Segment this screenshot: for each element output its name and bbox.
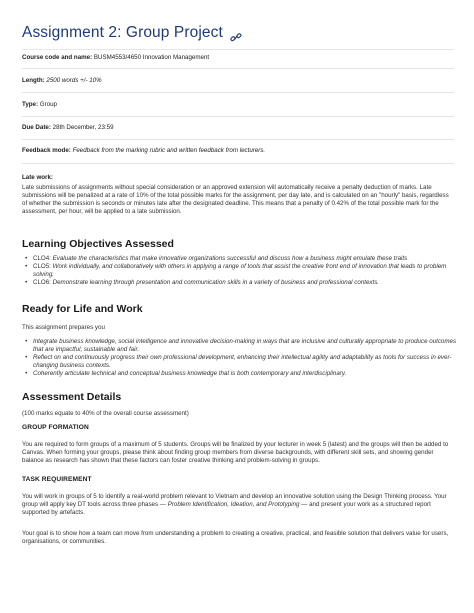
length-value: 2500 words +/- 10% [46,77,102,84]
type-field [22,101,57,108]
ready-list [22,338,457,378]
due-date-value: 28th December, 23:59 [52,124,114,131]
feedback-field [22,147,265,154]
due-date-label: Due Date: [22,124,51,131]
divider [22,139,454,140]
length-label: Length: [22,77,45,84]
list-item: • Coherently articulate technical and conceptual business knowledge that is both contemporary and interdisciplinary. [33,370,457,378]
list-item: • CLO4: Evaluate the characteristics that make innovative organizations successful and discuss how a business might emulate these traits [33,255,457,263]
type-value: Group [39,101,57,108]
list-item: • CLO6: Demonstrate learning through presentation and communication skills in a variety of business and professional contexts. [33,279,457,287]
divider [22,68,454,69]
learning-objectives-list [22,255,457,287]
course-field [22,54,209,61]
learning-objectives-heading: Learning Objectives Assessed [22,238,174,250]
marks-note: (100 marks equate to 40% of the overall course assessment) [22,410,189,417]
title-row [22,24,242,42]
page-title: Assignment 2: Group Project [22,24,223,41]
course-label: Course code and name: [22,54,93,61]
type-label: Type: [22,101,39,108]
task-requirement-heading: TASK REQUIREMENT [22,476,92,483]
late-work-label: Late work: [22,174,53,181]
list-item: • CLO5: Work individually, and collaboratively with others in applying a range of tools that assist the creative front end of innovation that leads to problem solving. [33,263,457,279]
feedback-value: Feedback from the marking rubric and written feedback from lecturers. [72,147,266,154]
late-work-text: Late submissions of assignments without special consideration or an approved extension will automatically receive a penalty deduction of marks. Late submissions will be penalized at a rate of 10% of the total possible marks for the assignment, per day late, and is calculated on an "hourly" basis, regardless of whether the submission is seconds or minutes late after the designated deadline. This means that a penalty of 0.42% of the total possible mark for the assessment, per hour, will be applied to a late submission. [22,184,449,216]
task-goal-text: Your goal is to show how a team can move from understanding a problem to creating a creative, practical, and feasible solution that delivers value for users, organisations, or communities. [22,530,449,546]
divider [22,116,454,117]
divider [22,92,454,93]
feedback-label: Feedback mode: [22,147,71,154]
ready-intro: This assignment prepares you [22,324,105,331]
link-icon[interactable] [230,29,242,38]
due-date-field [22,124,114,131]
task-requirement-text: You will work in groups of 5 to identify a real-world problem relevant to Vietnam and develop an innovative solution using the Design Thinking process. Your group will apply key DT tools across three phases — Problem Identification, Ideation, and Prototyping — and present your work as a structured report supported by artefacts. [22,493,447,517]
course-value: BUSM4553/4650 Innovation Management [93,54,210,61]
group-formation-text: You are required to form groups of a maximum of 5 students. Groups will be finalized by your lecturer in week 5 (latest) and the groups will then be added to Canvas. When forming your groups, please think about finding group members from diverse backgrounds, with different skill sets, and showing gender balance as research has shown that these factors can foster creative thinking and problem-solving in groups. [22,441,449,465]
list-item: • Integrate business knowledge, social intelligence and innovative decision-making in ways that are inclusive and culturally appropriate to produce outcomes that are impactful, sustainable and fair. [33,338,457,354]
ready-heading: Ready for Life and Work [22,303,143,315]
divider [22,163,454,164]
divider [22,49,454,50]
list-item: • Reflect on and continuously progress their own professional development, enhancing their intellectual agility and adaptability as tools for success in ever-changing business contexts. [33,354,457,370]
length-field [22,77,102,84]
group-formation-heading: GROUP FORMATION [22,424,89,431]
assessment-heading: Assessment Details [22,391,122,403]
